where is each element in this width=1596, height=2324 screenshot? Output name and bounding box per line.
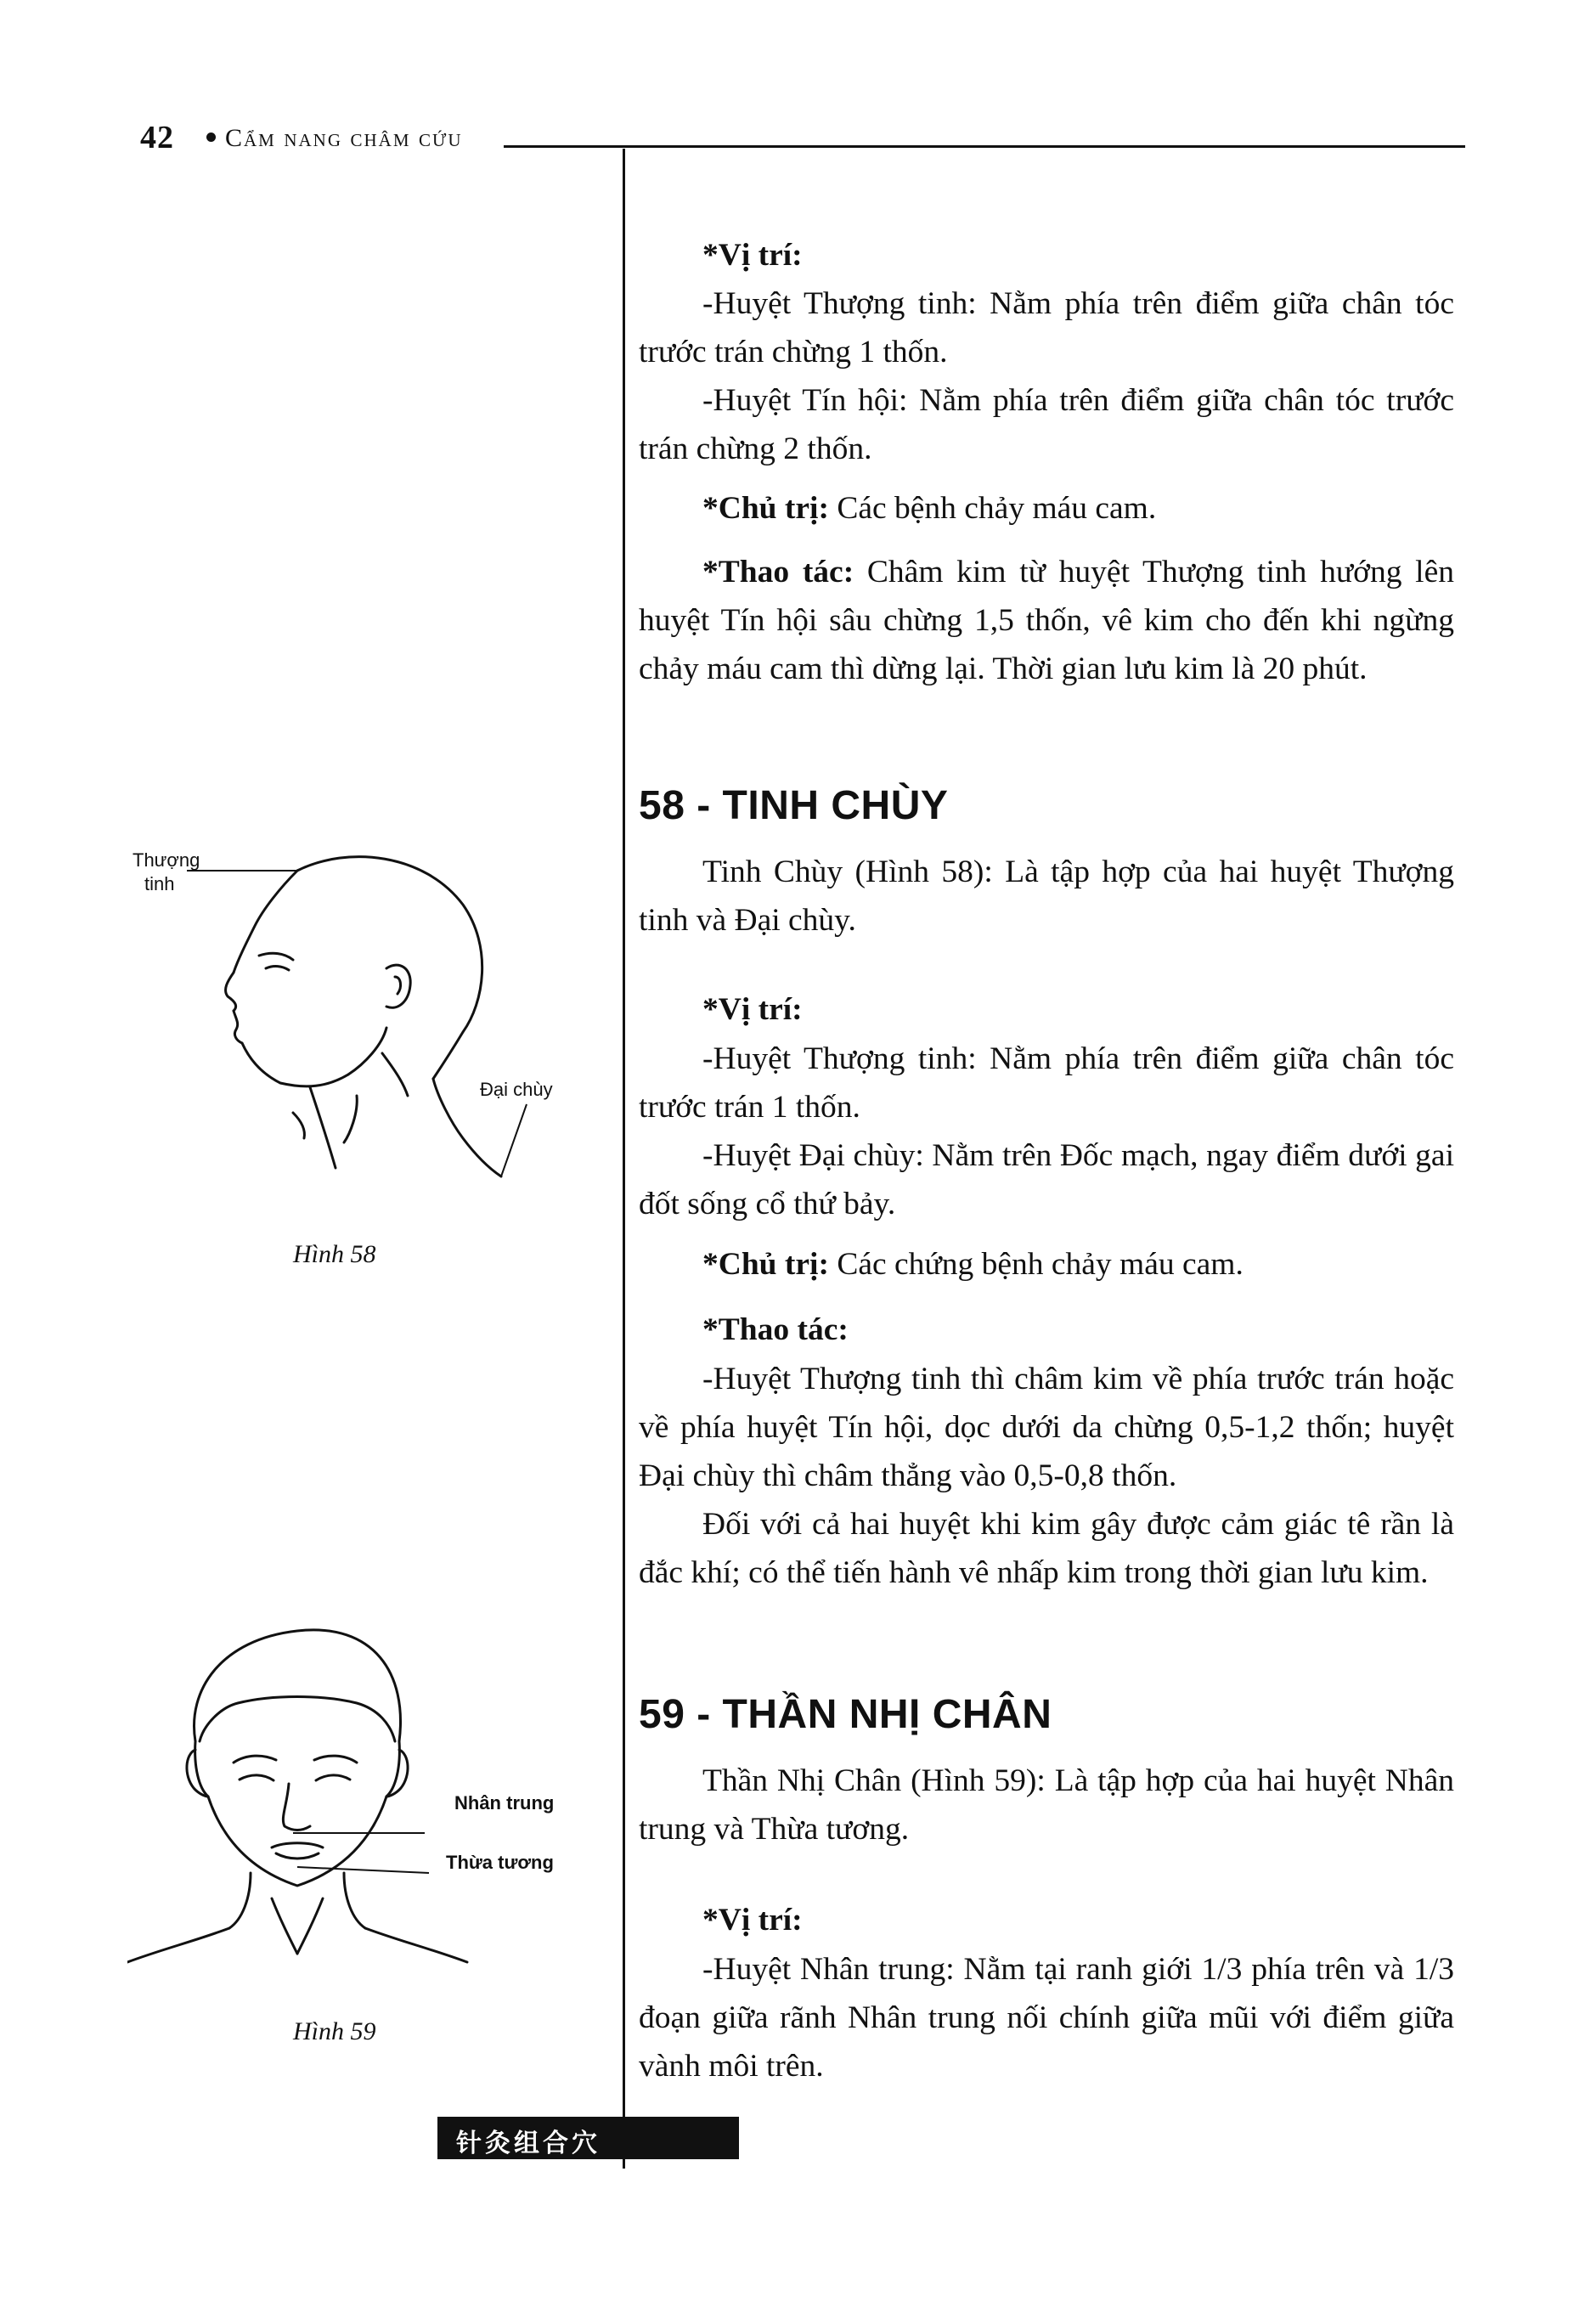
s58-intro: Tinh Chùy (Hình 58): Là tập hợp của hai huyệt Thượng tinh và Đại chùy.	[639, 855, 1454, 938]
page-number: 42	[140, 120, 174, 155]
heading-58: 58 - TINH CHÙY	[639, 783, 949, 828]
s58-chu-tri: *Chủ trị: Các chứng bệnh chảy máu cam.	[702, 1247, 1244, 1282]
page-header	[140, 119, 1465, 153]
intro-vi-tri-2: -Huyệt Tín hội: Nằm phía trên điểm giữa chân tóc trước trán chừng 2 thốn.	[639, 383, 1454, 466]
heading-59: 59 - THẦN NHỊ CHÂN	[639, 1692, 1052, 1737]
intro-chu-tri: *Chủ trị: Các bệnh chảy máu cam.	[702, 491, 1157, 526]
figure-58	[127, 841, 603, 1215]
label-tinh: tinh	[144, 873, 175, 894]
label-nhan-trung: Nhân trung	[454, 1792, 555, 1814]
column-divider	[623, 149, 625, 2169]
label-thuong: Thượng	[133, 849, 200, 871]
intro-thao-tac: *Thao tác: Châm kim từ huyệt Thượng tinh hướng lên huyệt Tín hội sâu chừng 1,5 thốn, vê kim cho đến khi ngừng chảy máu cam thì dừng lại. Thời gian lưu kim là 20 phút.	[639, 555, 1454, 686]
figure-58-drawing	[127, 841, 603, 1215]
label-thua-tuong: Thừa tương	[446, 1852, 554, 1873]
figure-58-caption: Hình 58	[293, 1240, 376, 1268]
label-dai-chuy: Đại chùy	[480, 1079, 553, 1100]
s58-vi-tri-2: -Huyệt Đại chùy: Nằm trên Đốc mạch, ngay điểm dưới gai đốt sống cổ thứ bảy.	[639, 1138, 1454, 1221]
intro-vi-tri-1: -Huyệt Thượng tinh: Nằm phía trên điểm giữa chân tóc trước trán chừng 1 thốn.	[639, 286, 1454, 369]
intro-vi-tri-label: *Vị trí:	[702, 238, 803, 273]
s58-thao-tac-label: *Thao tác:	[702, 1312, 849, 1347]
figure-59-caption: Hình 59	[293, 2017, 376, 2045]
s59-vi-tri-1: -Huyệt Nhân trung: Nằm tại ranh giới 1/3 phía trên và 1/3 đoạn giữa rãnh Nhân trung nối chính giữa mũi với điểm giữa vành môi trên.	[639, 1952, 1454, 2084]
s58-vi-tri-label: *Vị trí:	[702, 992, 803, 1027]
figure-59	[127, 1614, 603, 1971]
s58-thao-tac-1: -Huyệt Thượng tinh thì châm kim về phía trước trán hoặc về phía huyệt Tín hội, dọc dưới da chừng 0,5-1,2 thốn; huyệt Đại chùy thì châm thẳng vào 0,5-0,8 thốn.	[639, 1362, 1454, 1493]
bullet-dot	[206, 133, 216, 142]
figure-59-drawing	[127, 1614, 603, 1971]
footer-stamp	[437, 2117, 739, 2159]
s58-thao-tac-2: Đối với cả hai huyệt khi kim gây được cảm giác tê rần là đắc khí; có thể tiến hành vê nhấp kim trong thời gian lưu kim.	[639, 1507, 1454, 1590]
s59-intro: Thần Nhị Chân (Hình 59): Là tập hợp của hai huyệt Nhân trung và Thừa tương.	[639, 1763, 1454, 1847]
running-title: Cẩm nang châm cứu	[225, 124, 463, 152]
footer-stamp-text: 针灸组合穴	[456, 2129, 601, 2158]
header-rule	[504, 145, 1465, 148]
s58-vi-tri-1: -Huyệt Thượng tinh: Nằm phía trên điểm giữa chân tóc trước trán 1 thốn.	[639, 1041, 1454, 1125]
s59-vi-tri-label: *Vị trí:	[702, 1903, 803, 1938]
